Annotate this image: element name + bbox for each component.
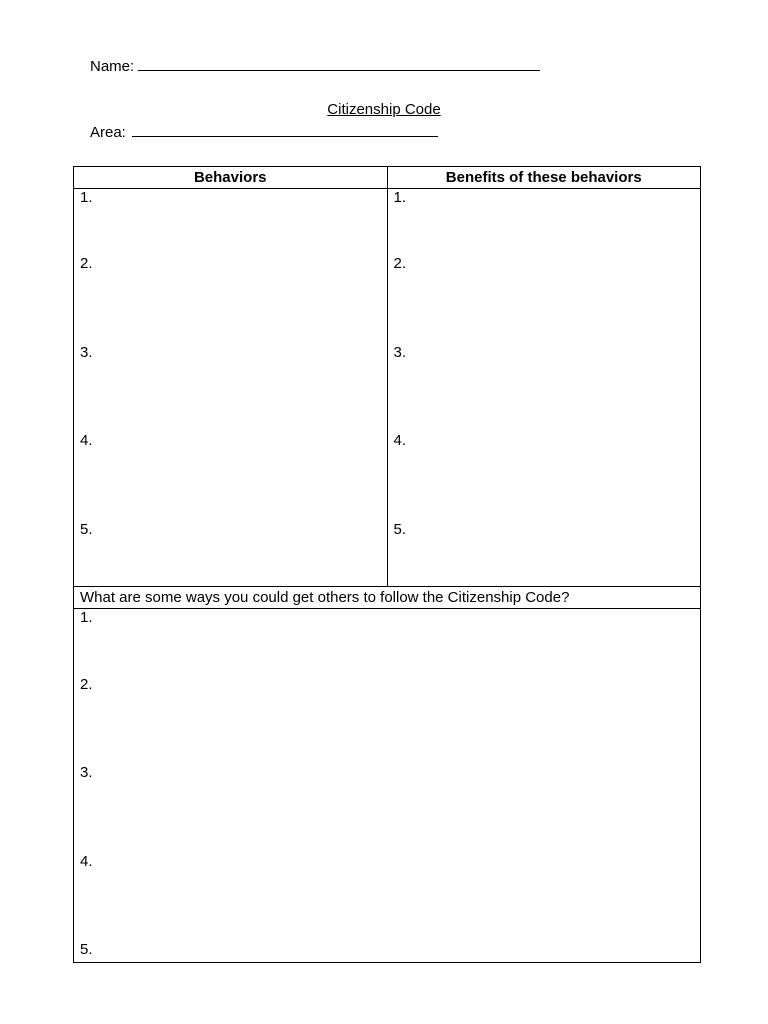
area-field[interactable] <box>90 124 438 141</box>
benefit-number-4: 4. <box>393 432 407 449</box>
area-blank-line[interactable] <box>132 124 438 137</box>
question-heading: What are some ways you could get others to follow the Citizenship Code? <box>74 587 701 609</box>
name-field[interactable] <box>90 58 540 75</box>
citizenship-table <box>73 166 701 963</box>
behavior-number-4: 4. <box>80 432 93 449</box>
answer-number-3: 3. <box>80 764 93 781</box>
area-label: Area: <box>90 124 126 141</box>
answers-cell[interactable] <box>74 609 701 963</box>
behaviors-cell[interactable] <box>74 189 388 587</box>
behavior-number-3: 3. <box>80 344 93 361</box>
behaviors-header: Behaviors <box>74 167 388 189</box>
name-label: Name: <box>90 58 135 75</box>
benefits-header: Benefits of these behaviors <box>387 167 701 189</box>
answer-number-5: 5. <box>80 941 93 958</box>
benefit-number-2: 2. <box>393 255 407 272</box>
name-blank-line[interactable] <box>138 58 540 71</box>
benefit-number-1: 1. <box>393 189 407 206</box>
page-title: Citizenship Code <box>327 101 441 118</box>
answer-number-4: 4. <box>80 853 93 870</box>
behavior-number-2: 2. <box>80 255 93 272</box>
behavior-number-1: 1. <box>80 189 93 206</box>
benefit-number-5: 5. <box>393 521 407 538</box>
answer-number-2: 2. <box>80 676 93 693</box>
benefits-cell[interactable] <box>387 189 701 587</box>
answer-number-1: 1. <box>80 609 93 626</box>
behavior-number-5: 5. <box>80 521 93 538</box>
benefit-number-3: 3. <box>393 344 407 361</box>
